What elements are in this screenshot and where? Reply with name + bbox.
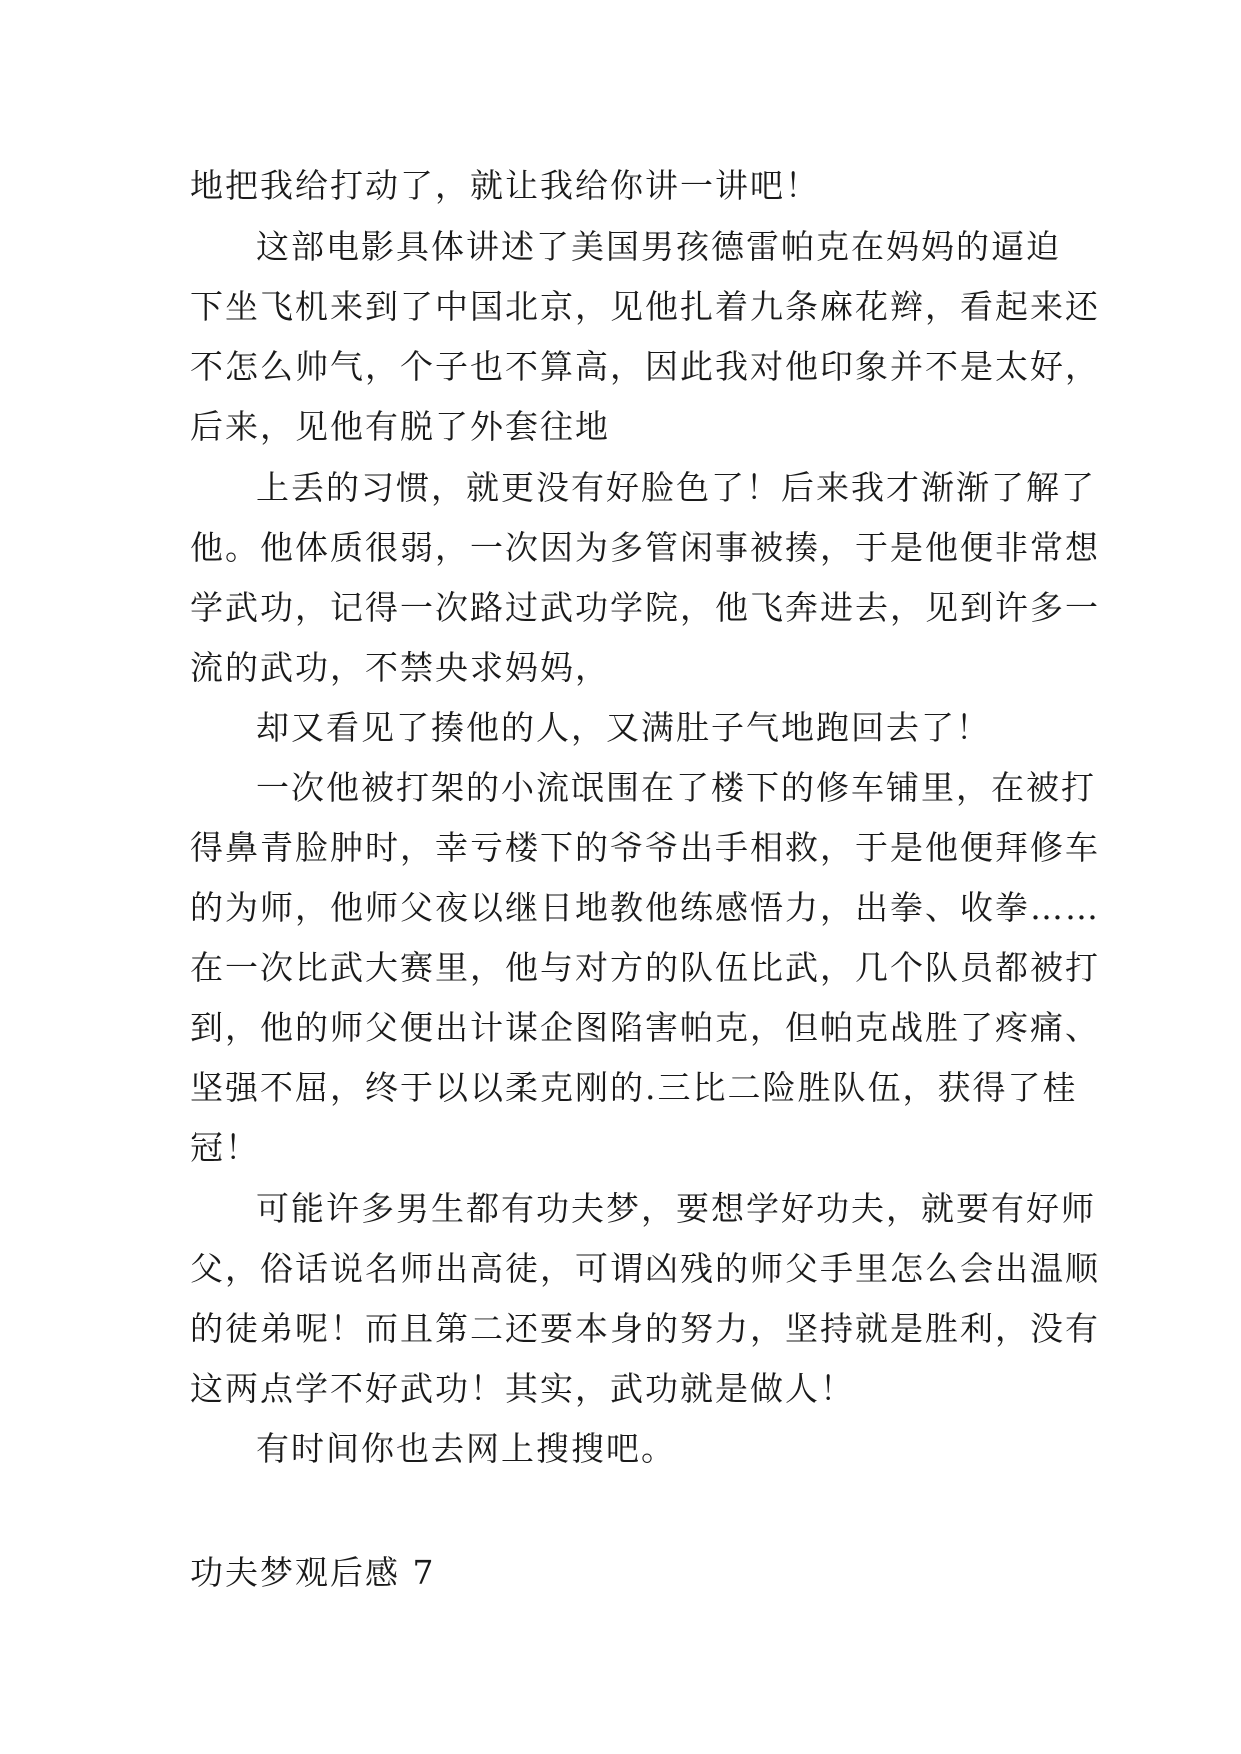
text-line: 他。他体质很弱，一次因为多管闲事被揍，于是他便非常想 bbox=[190, 528, 1100, 567]
text-line: 这两点学不好武功！其实，武功就是做人！ bbox=[190, 1369, 855, 1408]
paragraph-line: 可能许多男生都有功夫梦，要想学好功夫，就要有好师 bbox=[256, 1189, 1096, 1228]
text-line: 冠！ bbox=[190, 1128, 260, 1167]
text-line: 的为师，他师父夜以继日地教他练感悟力，出拳、收拳…… bbox=[190, 888, 1100, 927]
paragraph-line: 上丢的习惯，就更没有好脸色了！后来我才渐渐了解了 bbox=[256, 468, 1096, 507]
text-line: 后来，见他有脱了外套往地 bbox=[190, 407, 610, 446]
text-line: 流的武功，不禁央求妈妈， bbox=[190, 648, 610, 687]
paragraph-line: 有时间你也去网上搜搜吧。 bbox=[256, 1429, 676, 1468]
text-line: 父，俗话说名师出高徒，可谓凶残的师父手里怎么会出温顺 bbox=[190, 1249, 1100, 1288]
text-line: 的徒弟呢！而且第二还要本身的努力，坚持就是胜利，没有 bbox=[190, 1309, 1100, 1348]
paragraph-line: 却又看见了揍他的人，又满肚子气地跑回去了！ bbox=[256, 708, 991, 747]
text-line: 不怎么帅气，个子也不算高，因此我对他印象并不是太好， bbox=[190, 347, 1100, 386]
paragraph-line: 一次他被打架的小流氓围在了楼下的修车铺里，在被打 bbox=[256, 768, 1096, 807]
text-line: 在一次比武大赛里，他与对方的队伍比武，几个队员都被打 bbox=[190, 948, 1100, 987]
text-line: 地把我给打动了，就让我给你讲一讲吧！ bbox=[190, 166, 820, 205]
section-heading: 功夫梦观后感 7 bbox=[190, 1553, 436, 1592]
text-line: 学武功，记得一次路过武功学院，他飞奔进去，见到许多一 bbox=[190, 588, 1100, 627]
text-line: 到，他的师父便出计谋企图陷害帕克，但帕克战胜了疼痛、 bbox=[190, 1008, 1100, 1047]
text-line: 下坐飞机来到了中国北京，见他扎着九条麻花辫，看起来还 bbox=[190, 287, 1100, 326]
text-line: 得鼻青脸肿时，幸亏楼下的爷爷出手相救，于是他便拜修车 bbox=[190, 828, 1100, 867]
text-line: 坚强不屈，终于以以柔克刚的.三比二险胜队伍，获得了桂 bbox=[190, 1068, 1078, 1107]
paragraph-line: 这部电影具体讲述了美国男孩德雷帕克在妈妈的逼迫 bbox=[256, 227, 1061, 266]
